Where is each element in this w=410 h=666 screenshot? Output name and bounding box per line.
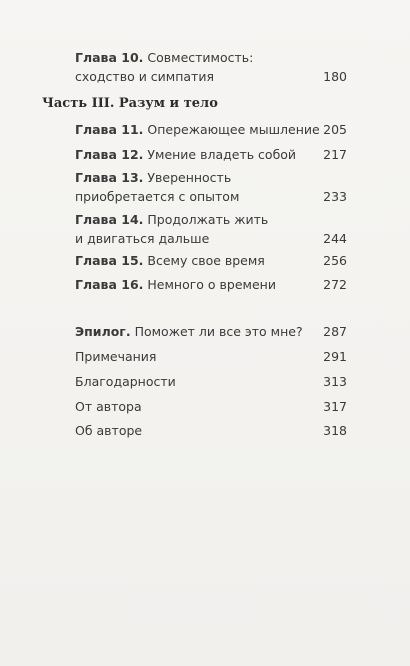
part-heading: Часть III. Разум и тело [42, 96, 218, 111]
toc-entry-notes [75, 347, 347, 366]
page-number: 313 [323, 374, 347, 389]
chapter-label: Глава 15. [75, 253, 144, 268]
toc-entry-chapter-16 [75, 275, 347, 294]
toc-entry-chapter-14 [75, 210, 347, 248]
page-number: 205 [323, 122, 347, 137]
toc-entry-epilogue [75, 322, 347, 341]
page-number: 287 [323, 324, 347, 339]
chapter-title: Всему свое время [147, 253, 265, 268]
page-number: 256 [323, 253, 347, 268]
page-number: 233 [323, 189, 347, 204]
chapter-title-cont: приобретается с опытом [75, 189, 240, 204]
chapter-title-cont: сходство и симпатия [75, 69, 214, 84]
chapter-title-cont: и двигаться дальше [75, 231, 210, 246]
section-title: Об авторе [75, 423, 143, 438]
page-number: 317 [323, 399, 347, 414]
chapter-title: Продолжать жить [147, 212, 269, 227]
chapter-label: Глава 14. [75, 212, 144, 227]
page-number: 180 [323, 69, 347, 84]
page-number: 217 [323, 147, 347, 162]
toc-entry-chapter-15 [75, 251, 347, 270]
chapter-label: Глава 12. [75, 147, 144, 162]
chapter-label: Глава 16. [75, 277, 144, 292]
section-title: Благодарности [75, 374, 176, 389]
section-title: От автора [75, 399, 142, 414]
chapter-title: Опережающее мышление [147, 122, 320, 137]
chapter-title: Умение владеть собой [147, 147, 297, 162]
chapter-label: Глава 11. [75, 122, 144, 137]
epilogue-label: Эпилог. [75, 324, 131, 339]
page-number: 318 [323, 423, 347, 438]
toc-entry-about-author [75, 421, 347, 440]
chapter-label: Глава 10. [75, 50, 144, 65]
chapter-title: Совместимость: [147, 50, 254, 65]
toc-entry-chapter-12 [75, 145, 347, 164]
epilogue-title: Поможет ли все это мне? [134, 324, 303, 339]
toc-entry-chapter-13 [75, 168, 347, 206]
toc-entry-chapter-11 [75, 120, 347, 139]
page-number: 244 [323, 231, 347, 246]
page-number: 291 [323, 349, 347, 364]
toc-entry-from-author [75, 397, 347, 416]
chapter-label: Глава 13. [75, 170, 144, 185]
chapter-title: Уверенность [147, 170, 232, 185]
chapter-title: Немного о времени [147, 277, 276, 292]
toc-entry-acknowledgements [75, 372, 347, 391]
page-number: 272 [323, 277, 347, 292]
section-title: Примечания [75, 349, 157, 364]
toc-entry-chapter-10 [75, 48, 347, 86]
